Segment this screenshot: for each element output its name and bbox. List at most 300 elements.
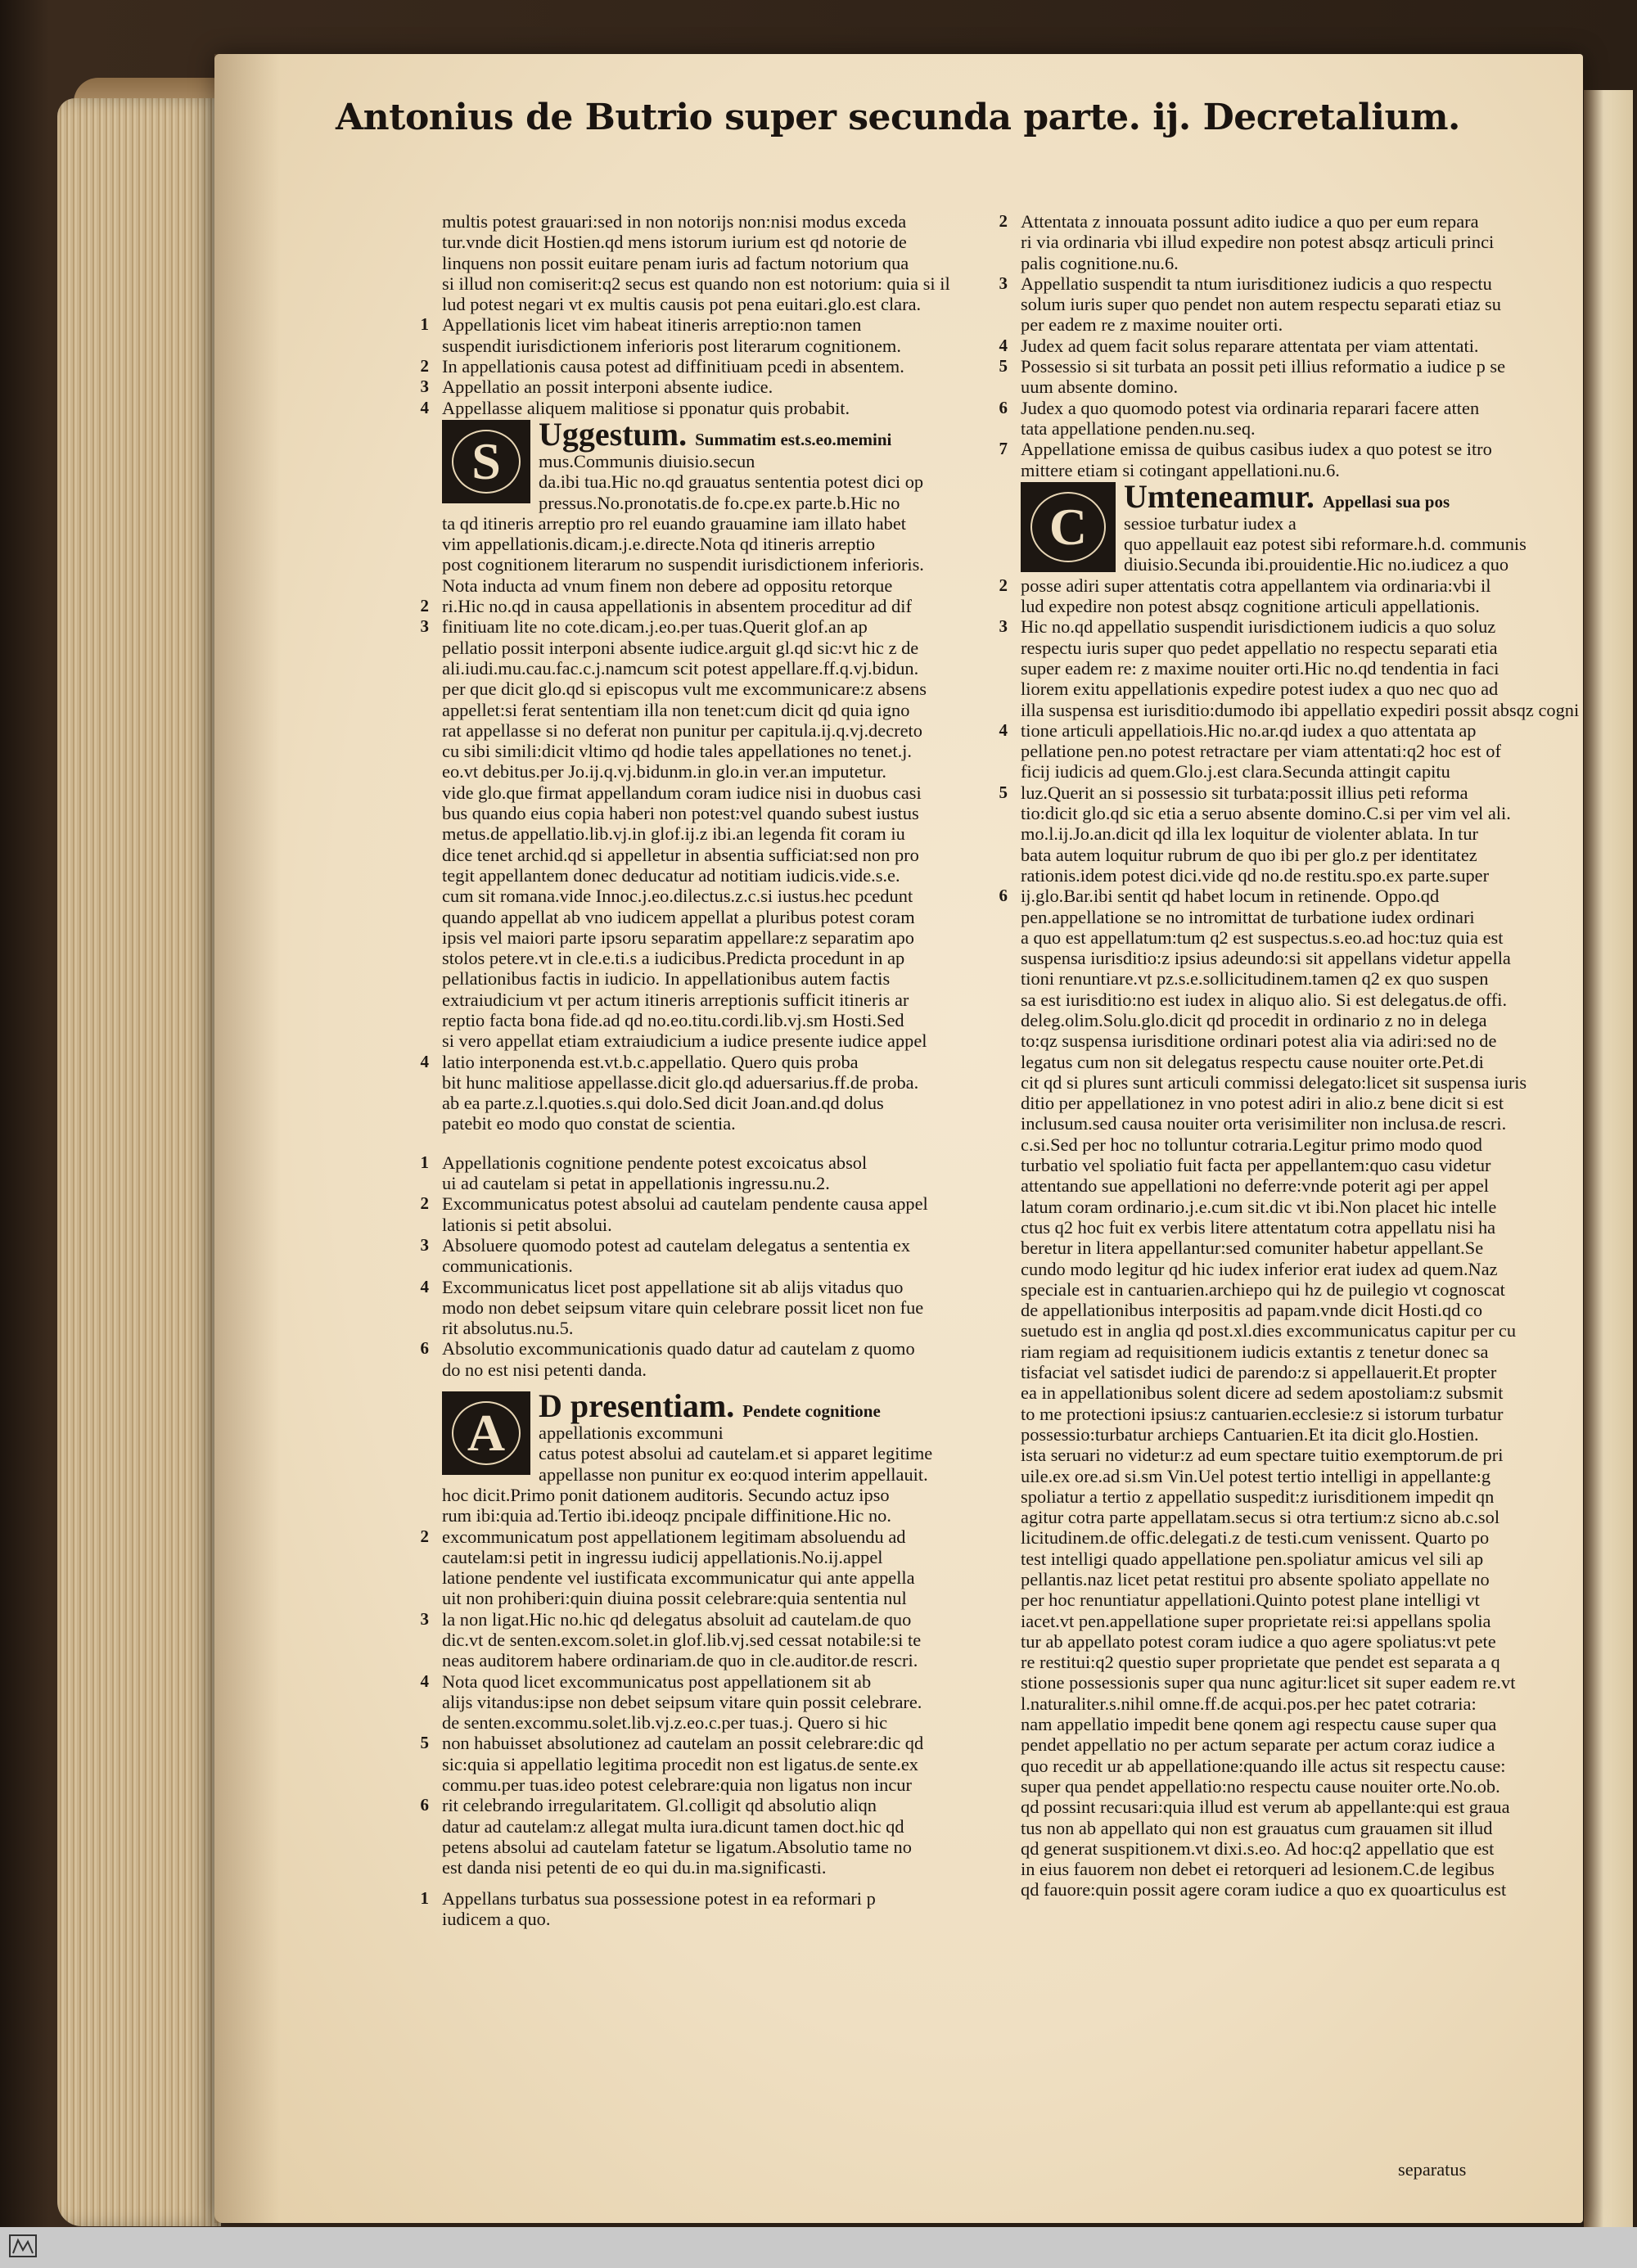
text-line: Nota quod licet excommunicatus post appellationem sit ab xyxy=(442,1671,872,1692)
body-line xyxy=(442,1567,966,1588)
body-line xyxy=(1021,1030,1517,1051)
heading-word: Umteneamur. xyxy=(1124,477,1315,515)
body-line xyxy=(1021,1797,1517,1817)
text-line: tione articuli appellatiois.Hic no.ar.qd iudex a quo attentata ap xyxy=(1021,719,1477,741)
body-line xyxy=(1021,1238,1517,1258)
body-line xyxy=(442,1588,966,1608)
text-line: patebit eo modo quo constat de scientia. xyxy=(442,1113,736,1134)
summary-line: Absolutio excommunicationis quado datur ad cautelam z quomo xyxy=(442,1338,915,1359)
body-line xyxy=(1021,1175,1517,1196)
spacer xyxy=(442,1878,966,1888)
text-line: ipsis vel maiori parte ipsoru separatim appellare:z separatim apo xyxy=(442,927,914,948)
body-line xyxy=(442,700,966,720)
body-line xyxy=(1021,1113,1517,1134)
body-line xyxy=(442,865,966,886)
text-line: quando appellat ab vno iudicem appellat a pluribus potest coram xyxy=(442,906,915,927)
body-line xyxy=(1021,596,1517,616)
text-line: to:qz suspensa iurisditione ordinari potest alia via adiri:sed no de xyxy=(1021,1030,1497,1052)
body-line xyxy=(420,1526,966,1547)
body-line xyxy=(1021,679,1517,699)
margin-number: 4 xyxy=(420,1276,429,1296)
text-line: lud expedire non potest absqz cognitione articuli appellationis. xyxy=(1021,596,1480,617)
catchword: separatus xyxy=(1398,2159,1467,2180)
text-line: tisfaciat vel satisdet iudici de parendo:z si appellauerit.Et propter xyxy=(1021,1362,1497,1383)
text-line: inclusum.sed causa nouiter orta verisimiliter non inclusa.de rescri. xyxy=(1021,1113,1507,1134)
body-line xyxy=(1021,968,1517,989)
body-line xyxy=(442,1485,966,1505)
text-line: post cognitionem literarum no suspendit iurisdictionem inferioris. xyxy=(442,554,924,575)
body-line xyxy=(1021,1217,1517,1238)
text-line: legatus cum non sit delegatus respectu cause nouiter orte.Pet.di xyxy=(1021,1051,1484,1072)
text-line: tioni renuntiare.vt pz.s.e.sollicitudinem.tamen q2 ex quo suspen xyxy=(1021,968,1489,990)
body-line xyxy=(442,554,966,575)
body-line xyxy=(442,513,966,534)
text-line: deleg.olim.Solu.glo.dicit qd procedit in ordinario z no in delega xyxy=(1021,1009,1487,1030)
summary-item xyxy=(420,376,966,398)
body-line xyxy=(1021,1341,1517,1362)
summary-line: mittere etiam si cotingant appellationi.nu.6. xyxy=(1021,459,1340,480)
text-line: vim appellationis.dicam.j.e.directe.Nota qd itineris arreptio xyxy=(442,534,876,555)
text-line: latione pendente vel iustificata excommunicatur qui ante appella xyxy=(442,1567,915,1589)
text-line: sa est iurisditio:no est iudex in aliquo alio. Si est delegatus.de offi. xyxy=(1021,989,1508,1010)
indented-line: pressus.No.pronotatis.de fo.cpe.ex parte.b.Hic no xyxy=(539,492,900,513)
body-line xyxy=(442,1547,966,1567)
margin-number: 6 xyxy=(420,1338,429,1359)
heading-tail: Pendete cognitione xyxy=(742,1401,881,1422)
text-line: riam regiam ad requisitionem iudicis extantis z tenetur donec sa xyxy=(1021,1341,1489,1362)
text-line: tus non ab appellato qui non est grauatus cum grauamen sit illud xyxy=(1021,1817,1493,1838)
body-line xyxy=(442,1093,966,1113)
text-line: tur ab appellato potest coram iudice a quo agere spoliatus:vt pete xyxy=(1021,1630,1496,1652)
text-line: ali.iudi.mu.cau.fac.c.j.namcum scit potest appellare.ff.q.vj.bidun. xyxy=(442,657,919,679)
summary-line: Attentata z innouata possunt adito iudice a quo per eum repara xyxy=(1021,211,1479,232)
body-line xyxy=(1021,1362,1517,1382)
body-line xyxy=(1021,1010,1517,1030)
text-line: attentando sue appellationi no deferre:vnde poterit agi per appel xyxy=(1021,1175,1489,1197)
body-line xyxy=(442,1072,966,1093)
summary-line: palis cognitione.nu.6. xyxy=(1021,252,1179,273)
summary-line: Appellationis cognitione pendente potest excoicatus absol xyxy=(442,1152,868,1173)
indented-line: appellasse non punitur ex eo:quod interim appellauit. xyxy=(539,1463,928,1485)
body-line xyxy=(1021,1382,1517,1403)
body-line xyxy=(420,1733,966,1754)
body-line xyxy=(1021,1672,1517,1693)
body-line xyxy=(1021,1734,1517,1755)
body-line xyxy=(442,741,966,761)
summary-line: solum iuris super quo pendet non autem respectu separati etiaz su xyxy=(1021,294,1501,315)
text-line: per que dicit glo.qd si episcopus vult me excommunicare:z absens xyxy=(442,679,927,700)
margin-number: 4 xyxy=(420,397,429,417)
body-line xyxy=(442,1816,966,1837)
body-line xyxy=(1021,865,1517,886)
body-line xyxy=(1021,1507,1517,1527)
summary-item xyxy=(420,356,966,377)
summary-item xyxy=(420,1338,966,1380)
body-line xyxy=(1021,1527,1517,1548)
body-line xyxy=(420,1051,966,1072)
text-line: datur ad cautelam:z allegat multa iura.dicunt tamen doct.hic qd xyxy=(442,1815,904,1837)
decorated-initial xyxy=(442,1391,530,1475)
summary-line: uum absente domino. xyxy=(1021,376,1179,398)
intro-line: tur.vnde dicit Hostien.qd mens istorum iurium est qd notorie de xyxy=(442,232,907,253)
section-paragraph xyxy=(442,1387,966,1485)
text-line: ista seruari no videtur:z ad eum spectare tuitio exemptorum.de pri xyxy=(1021,1445,1504,1466)
indented-line: diuisio.Secunda ibi.prouidentie.Hic no.iudicez a quo xyxy=(1124,554,1509,575)
initial-letter: S xyxy=(471,431,501,490)
library-logo-icon xyxy=(7,2232,39,2263)
initial-letter: A xyxy=(467,1404,506,1463)
text-line: neas auditorem habere ordinariam.de quo in cle.auditor.de rescri. xyxy=(442,1650,918,1671)
text-line: test intelligi quado appellatione pen.spoliatur amicus vel sili ap xyxy=(1021,1548,1484,1569)
summary-line: communicationis. xyxy=(442,1256,573,1277)
text-line: liorem exitu appellationis expedire potest iudex a quo nec quo ad xyxy=(1021,679,1499,700)
text-line: appellet:si ferat sententiam illa non tenet:cum dicit qd quia igno xyxy=(442,699,910,720)
text-line: agitur cotra parte appellatam.secus si otra tertium:z sicno ab.c.sol xyxy=(1021,1507,1500,1528)
summary-item xyxy=(999,356,1517,398)
body-line xyxy=(442,803,966,823)
text-line: super qua pendet appellatio:no respectu cause nouiter orte.No.ob. xyxy=(1021,1775,1500,1797)
body-line xyxy=(442,927,966,948)
indented-line: catus potest absolui ad cautelam.et si apparet legitime xyxy=(539,1443,933,1464)
text-line: rum ibi:quia ad.Tertio ibi.ideoqz pncipale diffinitione.Hic no. xyxy=(442,1505,891,1526)
text-line: respectu iuris super quo pedet appellatio no respectu separati etia xyxy=(1021,637,1498,658)
body-line xyxy=(999,782,1517,803)
summary-item xyxy=(999,397,1517,440)
text-line: licitudinem.de offic.delegati.z de testi.cum venissent. Quarto po xyxy=(1021,1527,1490,1549)
margin-number: 6 xyxy=(999,886,1008,906)
text-line: latum coram ordinario.j.e.cum sit.dic vt ibi.Non placet hic intelle xyxy=(1021,1196,1497,1217)
text-line: stione possessionis super qua nunc agitur:licet sit super eadem re.vt xyxy=(1021,1672,1516,1693)
intro-line: linquens non possit euitare penam iuris ad factum notorium qua xyxy=(442,252,909,273)
body-line xyxy=(442,845,966,865)
text-line: rationis.idem potest dici.vide qd no.de restitu.spo.ex parte.super xyxy=(1021,864,1490,886)
text-line: de appellationibus interpositis ad papam.vnde dicit Hosti.qd co xyxy=(1021,1300,1483,1321)
text-line: reptio facta bona fide.ad qd no.eo.titu.cordi.lib.vj.sm Hosti.Sed xyxy=(442,1009,904,1030)
text-line: to me protectioni ipsius:z cantuarien.ecclesie:z si istorum turbatur xyxy=(1021,1403,1504,1424)
text-line: ctus q2 hoc fuit ex verbis litere attentatum cotra appellatu nisi ha xyxy=(1021,1216,1496,1238)
body-line xyxy=(1021,1445,1517,1465)
body-line xyxy=(442,1030,966,1051)
body-line xyxy=(1021,1631,1517,1652)
body-line xyxy=(442,1113,966,1134)
text-line: ficij iudicis ad quem.Glo.j.est clara.Secunda attingit capitu xyxy=(1021,761,1450,782)
text-line: latio interponenda est.vt.b.c.appellatio. Quero quis proba xyxy=(442,1051,859,1072)
body-line xyxy=(999,616,1517,638)
text-line: bata autem loquitur rubrum de quo ibi per glo.z per identitatez xyxy=(1021,844,1477,865)
body-line xyxy=(1021,1776,1517,1797)
text-line: bus quando eius copia haberi non potest:vel quando subest iustus xyxy=(442,803,919,824)
body-line xyxy=(442,1712,966,1733)
text-line: re restitui:q2 questio super proprietate que pendet est separata a q xyxy=(1021,1652,1500,1673)
body-line xyxy=(1021,1071,1527,1093)
summary-line: lationis si petit absolui. xyxy=(442,1214,612,1235)
body-line xyxy=(1021,1197,1517,1217)
margin-number: 3 xyxy=(999,616,1008,637)
text-line: ea in appellationibus solent dicere ad sedem apostoliam:z subsmit xyxy=(1021,1382,1504,1404)
summary-item xyxy=(999,439,1517,480)
text-line: super eadem re: z maxime nouiter orti.Hic no.qd tendentia in faci xyxy=(1021,657,1499,679)
body-line xyxy=(420,596,966,617)
body-line xyxy=(442,658,966,679)
text-line: metus.de appellatio.lib.vj.in glof.ij.z ibi.an legenda fit coram iu xyxy=(442,823,905,845)
body-line xyxy=(442,1650,966,1671)
summary-line: Possessio si sit turbata an possit peti illius reformatio a iudice p se xyxy=(1021,356,1506,377)
summary-line: Appellasse aliquem malitiose si pponatur quis probabit. xyxy=(442,397,850,418)
text-line: uit non prohiberi:quin diuina possit celebrare:quia sententia nul xyxy=(442,1588,907,1609)
body-line xyxy=(442,886,966,906)
text-line: vide glo.que firmat appellandum coram iudice nisi in duobus casi xyxy=(442,782,922,803)
text-line: posse adiri super attentatis cotra appellantem via ordinaria:vbi il xyxy=(1021,575,1491,596)
body-line xyxy=(1021,1404,1517,1424)
body-line xyxy=(442,1505,966,1526)
text-line: luz.Querit an si possessio sit turbata:possit illius peti reforma xyxy=(1021,782,1468,803)
margin-number: 1 xyxy=(420,314,429,335)
summary-line: suspendit iurisdictionem inferioris post literarum cognitionem. xyxy=(442,335,901,356)
margin-number: 3 xyxy=(420,1234,429,1255)
body-line xyxy=(1021,845,1517,865)
margin-number: 3 xyxy=(999,273,1008,293)
margin-number: 3 xyxy=(420,376,429,397)
summary-line: Judex ad quem facit solus reparare attentata per viam attentati. xyxy=(1021,335,1479,356)
margin-number: 5 xyxy=(999,356,1008,376)
text-line: stolos petere.vt in cle.e.ti.s a iudicibus.Predicta procedunt in ap xyxy=(442,948,905,969)
summary-line: tata appellatione penden.nu.seq. xyxy=(1021,417,1256,439)
indented-line: quo appellauit eaz potest sibi reformare.h.d. communis xyxy=(1124,534,1527,555)
text-line: iacet.vt pen.appellatione super proprietate rei:si appellans spolia xyxy=(1021,1610,1491,1631)
text-line: pendet appellatio no per actum separate per actum coraz iudice a xyxy=(1021,1734,1495,1756)
margin-number: 4 xyxy=(420,1671,429,1691)
text-line: sic:quia si appellatio legitima procedit non est ligatus.de sente.ex xyxy=(442,1753,919,1774)
body-line xyxy=(442,1630,966,1650)
summary-item xyxy=(999,273,1517,336)
body-line xyxy=(1021,1714,1517,1734)
intro-line: multis potest grauari:sed in non notorijs non:nisi modus exceda xyxy=(442,211,907,232)
summary-item xyxy=(420,1152,966,1194)
text-line: quo recedit ur ab appellatione:quando ille actus sit respectu cause: xyxy=(1021,1755,1506,1776)
text-line: si vero appellat etiam extraiudicium a iudice presente iudice appel xyxy=(442,1030,927,1052)
summary-line: Excommunicatus potest absolui ad cautelam pendente causa appel xyxy=(442,1193,928,1215)
body-line xyxy=(1021,803,1517,823)
viewer-footer-bar xyxy=(0,2227,1637,2268)
body-line xyxy=(442,948,966,968)
body-line xyxy=(1021,1652,1517,1672)
summary-item xyxy=(999,211,1517,273)
body-line xyxy=(999,719,1517,741)
summary-line: Appellatio suspendit ta ntum iurisditionez iudicis a quo respectu xyxy=(1021,273,1492,294)
summary-item xyxy=(999,335,1517,356)
summary-line: per eadem re z maxime nouiter orti. xyxy=(1021,314,1283,336)
text-line: beretur in litera appellantur:sed comuniter habetur appellant.Se xyxy=(1021,1238,1484,1259)
text-line: cum sit romana.vide Innoc.j.eo.dilectus.z.c.si iustus.hec pcedunt xyxy=(442,886,913,907)
body-line xyxy=(1021,1300,1517,1320)
body-line xyxy=(1021,990,1517,1010)
decorated-initial xyxy=(1021,482,1116,572)
margin-number: 3 xyxy=(420,616,429,637)
margin-number: 2 xyxy=(999,211,1008,231)
text-line: non habuisset absolutionez ad cautelam an possit celebrare:dic qd xyxy=(442,1733,924,1754)
section-paragraph xyxy=(1021,477,1527,575)
body-line xyxy=(1021,1569,1517,1589)
text-line: ri.Hic no.qd in causa appellationis in absentem proceditur ad dif xyxy=(442,596,912,617)
heading-tail: Summatim est.s.eo.memini xyxy=(695,429,892,449)
summary-line: ui ad cautelam si petat in appellationis ingressu.nu.2. xyxy=(442,1173,830,1194)
text-line: hoc dicit.Primo ponit dationem auditoris. Secundo actuz ipso xyxy=(442,1484,890,1505)
right-column xyxy=(999,211,1580,1901)
summary-line: rit absolutus.nu.5. xyxy=(442,1318,574,1339)
indented-line: mus.Communis diuisio.secun xyxy=(539,450,755,471)
body-line xyxy=(1021,1466,1517,1486)
margin-number: 6 xyxy=(420,1795,429,1815)
text-line: speciale est in cantuarien.archiepo qui hz de puilegio vt cognoscat xyxy=(1021,1278,1505,1300)
body-line xyxy=(1021,948,1517,968)
margin-number: 3 xyxy=(420,1608,429,1629)
summary-line: Judex a quo quomodo potest via ordinaria reparari facere atten xyxy=(1021,397,1480,418)
body-line xyxy=(1021,1589,1517,1610)
running-head: Antonius de Butrio super secunda parte. ij. Decretalium. xyxy=(336,97,1460,138)
body-line xyxy=(442,968,966,989)
body-line xyxy=(1021,823,1517,844)
text-line: spoliatur a tertio z appellatio suspedit:z iurisditionem impedit qn xyxy=(1021,1486,1495,1507)
book-page-edge xyxy=(57,98,221,2226)
body-line xyxy=(442,782,966,803)
indented-line: appellationis excommuni xyxy=(539,1423,724,1444)
text-line: dice tenet archid.qd si appelletur in absentia sufficiat:sed non pro xyxy=(442,844,919,865)
summary-item xyxy=(420,1193,966,1235)
body-line xyxy=(442,1692,966,1712)
summary-item xyxy=(420,397,966,418)
body-line xyxy=(442,990,966,1010)
summary-item xyxy=(420,314,966,356)
body-line xyxy=(1021,699,1580,720)
summary-line: do no est nisi petenti danda. xyxy=(442,1359,647,1380)
section-paragraph xyxy=(442,415,966,513)
margin-number: 1 xyxy=(420,1152,429,1172)
margin-number: 4 xyxy=(999,335,1008,355)
text-line: alijs vitandus:ipse non debet seipsum vitare quin possit celebrare. xyxy=(442,1691,922,1712)
text-line: tegit appellantem donec deducatur ad notitiam iudicis.vide.s.e. xyxy=(442,864,900,886)
decorated-initial xyxy=(442,420,530,503)
text-line: a quo est appellatum:tum q2 est suspectus.s.eo.ad hoc:tuz quia est xyxy=(1021,927,1504,948)
text-line: Nota inducta ad vnum finem non debere ad oppositu retorque xyxy=(442,575,893,596)
body-line xyxy=(1021,1838,1517,1859)
text-line: turbatio vel spoliatio fuit facta per appellantem:quo casu videtur xyxy=(1021,1155,1491,1176)
margin-number: 2 xyxy=(420,596,429,616)
text-line: ta qd itineris arreptio pro rel euando grauamine iam illato habet xyxy=(442,512,907,534)
initial-letter: C xyxy=(1048,497,1088,556)
text-line: per hoc renuntiatur appellationi.Quinto potest plane intelligi vt xyxy=(1021,1589,1480,1611)
text-line: Hic no.qd appellatio suspendit iurisdictionem iudicis a quo soluz xyxy=(1021,616,1496,638)
text-line: suetudo est in anglia qd post.xl.dies excommunicatus capitur per cu xyxy=(1021,1320,1517,1341)
body-line xyxy=(1021,1155,1517,1175)
text-line: nam appellatio impedit bene qonem agi respectu cause super qua xyxy=(1021,1714,1497,1735)
margin-number: 2 xyxy=(420,1193,429,1214)
body-line xyxy=(442,575,966,596)
text-line: cit qd si plures sunt articuli commissi delegato:licet sit suspensa iuris xyxy=(1021,1071,1527,1093)
summary-line: Appellationis licet vim habeat itineris arreptio:non tamen xyxy=(442,314,862,336)
text-line: dic.vt de senten.excom.solet.in glof.lib.vj.sed cessat notabile:si te xyxy=(442,1630,922,1650)
body-line xyxy=(1021,1693,1517,1714)
summary-line: Absoluere quomodo potest ad cautelam delegatus a sententia ex xyxy=(442,1234,911,1256)
margin-number: 4 xyxy=(999,719,1008,740)
text-line: uile.ex ore.ad si.sm Vin.Uel potest tertio intelligi in appellante:g xyxy=(1021,1465,1491,1486)
body-line xyxy=(1021,1279,1517,1300)
left-column xyxy=(420,211,966,1929)
heading-tail: Appellasi sua pos xyxy=(1322,491,1450,512)
text-line: ditio per appellationez in vno potest adiri in alio.z bene dicit si est xyxy=(1021,1093,1504,1114)
body-line xyxy=(442,1754,966,1774)
text-line: c.si.Sed per hoc no tolluntur cotraria.Legitur primo modo quod xyxy=(1021,1134,1482,1155)
page-gutter-shadow xyxy=(214,54,280,2223)
body-line xyxy=(1021,1259,1517,1279)
summary-line: Appellatio an possit interponi absente iudice. xyxy=(442,376,773,398)
body-line xyxy=(1021,1052,1517,1072)
text-line: possessio:turbatur archieps Cantuarien.Et ita dicit glo.Hostien. xyxy=(1021,1423,1479,1445)
body-line xyxy=(442,1010,966,1030)
body-line xyxy=(1021,907,1517,927)
body-line xyxy=(1021,741,1517,761)
text-line: ij.glo.Bar.ibi sentit qd habet locum in retinende. Oppo.qd xyxy=(1021,886,1440,907)
text-line: cundo modo legitur qd hic iudex inferior erat iudex ad quem.Naz xyxy=(1021,1258,1498,1279)
body-line xyxy=(442,823,966,844)
summary-line: Appellans turbatus sua possessione potest in ea reformari p xyxy=(442,1887,876,1909)
text-line: qd generat suspitionem.vt dixi.s.eo. Ad hoc:q2 appellatio que est xyxy=(1021,1837,1495,1859)
body-line xyxy=(1021,1424,1517,1445)
body-line xyxy=(1021,761,1517,782)
body-line xyxy=(420,1795,966,1816)
text-line: est danda nisi petenti de eo qui du.in ma.significasti. xyxy=(442,1857,827,1878)
heading-word: Uggestum. xyxy=(539,415,688,453)
text-line: eo.vt debitus.per Jo.ij.q.vj.bidunm.in glo.in ver.an imputetur. xyxy=(442,761,886,782)
text-line: cautelam:si petit in ingressu iudicij appellationis.No.ij.appel xyxy=(442,1546,883,1567)
margin-number: 2 xyxy=(420,356,429,376)
text-line: in eius fauorem non debet ei retorqueri ad lesionem.C.de legibus xyxy=(1021,1859,1495,1880)
body-line xyxy=(442,534,966,554)
body-line xyxy=(420,616,966,638)
indented-line: da.ibi tua.Hic no.qd grauatus sententia potest dici op xyxy=(539,471,924,493)
margin-number: 6 xyxy=(999,397,1008,417)
margin-number: 5 xyxy=(420,1733,429,1753)
body-line xyxy=(1021,1093,1517,1113)
text-line: petens absolui ad cautelam fatetur se ligatum.Absolutio tame no xyxy=(442,1836,912,1857)
body-line xyxy=(1021,1134,1517,1155)
margin-number: 4 xyxy=(420,1051,429,1071)
summary-line: modo non debet seipsum vitare quin celebrare possit licet non fue xyxy=(442,1296,924,1318)
text-line: pen.appellatione se no intromittat de turbatione iudex ordinari xyxy=(1021,906,1475,927)
body-line xyxy=(1021,1486,1517,1507)
body-line xyxy=(442,720,966,741)
body-line xyxy=(442,679,966,699)
body-line xyxy=(1021,1756,1517,1776)
text-line: pellationibus factis in iudicio. In appellationibus autem factis xyxy=(442,968,891,990)
body-line xyxy=(1021,658,1517,679)
summary-item xyxy=(420,1887,966,1930)
summary-item xyxy=(420,1276,966,1339)
text-line: mo.l.ij.Jo.an.dicit qd illa lex loquitur de violenter ablata. In tur xyxy=(1021,823,1479,845)
summary-line: ri via ordinaria vbi illud expedire non potest absqz articuli princi xyxy=(1021,232,1495,253)
text-line: commu.per tuas.ideo potest celebrare:quia non ligatus non incur xyxy=(442,1774,912,1796)
text-line: pellantis.naz licet petat restitui pro absente spoliato appellate no xyxy=(1021,1569,1490,1589)
text-line: ab ea parte.z.l.quoties.s.qui dolo.Sed dicit Joan.and.qd dolus xyxy=(442,1093,884,1114)
body-line xyxy=(442,1837,966,1857)
text-line: pellatio possit interponi absente iudice.arguit gl.qd sic:vt hic z de xyxy=(442,637,919,658)
text-line: pellatione pen.no potest retractare per viam attentati:q2 hoc est of xyxy=(1021,741,1501,762)
summary-item xyxy=(420,1234,966,1277)
body-line xyxy=(1021,1320,1517,1341)
intro-line: lud potest negari vt ex multis causis pot pena euitari.glo.est clara. xyxy=(442,294,922,315)
text-line: suspensa iurisditio:z ipsius adeundo:si sit appellans videtur appella xyxy=(1021,948,1511,969)
body-line xyxy=(442,1857,966,1878)
heading-word: D presentiam. xyxy=(539,1387,735,1425)
